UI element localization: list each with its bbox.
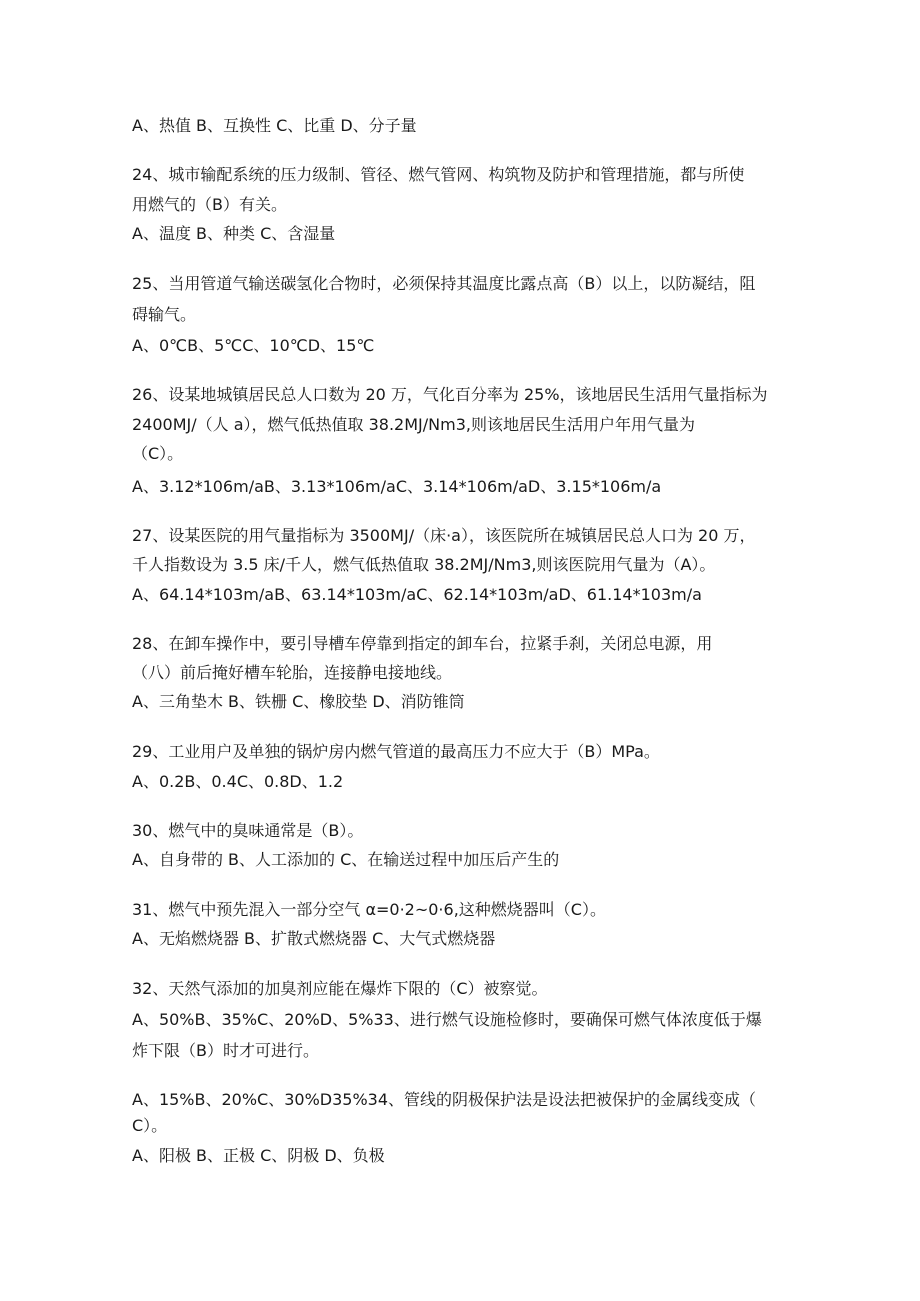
text-line: A、无焰燃烧器 B、扩散式燃烧器 C、大气式燃烧器 — [132, 929, 496, 948]
text-line: （C）。 — [132, 444, 184, 463]
text-line: 25、当用管道气输送碳氢化合物时，必须保持其温度比露点高（B）以上，以防凝结，阻 — [132, 274, 756, 293]
text-line: 炸下限（B）时才可进行。 — [132, 1041, 319, 1060]
text-line: 用燃气的（B）有关。 — [132, 195, 287, 214]
text-line: A、50%B、35%C、20%D、5%33、进行燃气设施检修时，要确保可燃气体浓度低于爆 — [132, 1010, 762, 1029]
text-line: A、0℃B、5℃C、10℃D、15℃ — [132, 336, 375, 355]
text-line: C）。 — [132, 1116, 168, 1135]
text-line: 27、设某医院的用气量指标为 3500MJ/（床·a），该医院所在城镇居民总人口为 20 万， — [132, 526, 756, 545]
text-line: A、自身带的 B、人工添加的 C、在输送过程中加压后产生的 — [132, 850, 560, 869]
text-line: A、3.12*106m/aB、3.13*106m/aC、3.14*106m/aD、3.15*106m/a — [132, 477, 662, 496]
text-line: 碍输气。 — [132, 305, 197, 324]
text-line: 31、燃气中预先混入一部分空气 α=0·2~0·6,这种燃烧器叫（C）。 — [132, 900, 606, 919]
text-line: A、阳极 B、正极 C、阴极 D、负极 — [132, 1146, 385, 1165]
text-line: 30、燃气中的臭味通常是（B）。 — [132, 821, 364, 840]
text-line: 29、工业用户及单独的锅炉房内燃气管道的最高压力不应大于（B）MPa。 — [132, 742, 660, 761]
text-line: A、64.14*103m/aB、63.14*103m/aC、62.14*103m/aD、61.14*103m/a — [132, 585, 702, 604]
text-line: A、热值 B、互换性 C、比重 D、分子量 — [132, 116, 417, 135]
text-line: （八）前后掩好槽车轮胎，连接静电接地线。 — [132, 663, 453, 682]
text-line: 千人指数设为 3.5 床/千人，燃气低热值取 38.2MJ/Nm3,则该医院用气量为（A）。 — [132, 555, 716, 574]
text-line: 28、在卸车操作中，要引导槽车停靠到指定的卸车台，拉紧手刹，关闭总电源，用 — [132, 634, 713, 653]
text-line: 26、设某地城镇居民总人口数为 20 万，气化百分率为 25%，该地居民生活用气量指标为 — [132, 385, 768, 404]
text-line: A、三角垫木 B、铁栅 C、橡胶垫 D、消防锥筒 — [132, 692, 465, 711]
text-line: A、15%B、20%C、30%D35%34、管线的阴极保护法是设法把被保护的金属线变成（ — [132, 1090, 757, 1109]
text-line: 24、城市输配系统的压力级制、管径、燃气管网、构筑物及防护和管理措施，都与所使 — [132, 165, 745, 184]
text-line: A、温度 B、种类 C、含湿量 — [132, 224, 336, 243]
text-line: A、0.2B、0.4C、0.8D、1.2 — [132, 772, 344, 791]
text-line: 32、天然气添加的加臭剂应能在爆炸下限的（C）被察觉。 — [132, 979, 548, 998]
text-line: 2400MJ/（人 a），燃气低热值取 38.2MJ/Nm3,则该地居民生活用户年用气量为 — [132, 415, 695, 434]
